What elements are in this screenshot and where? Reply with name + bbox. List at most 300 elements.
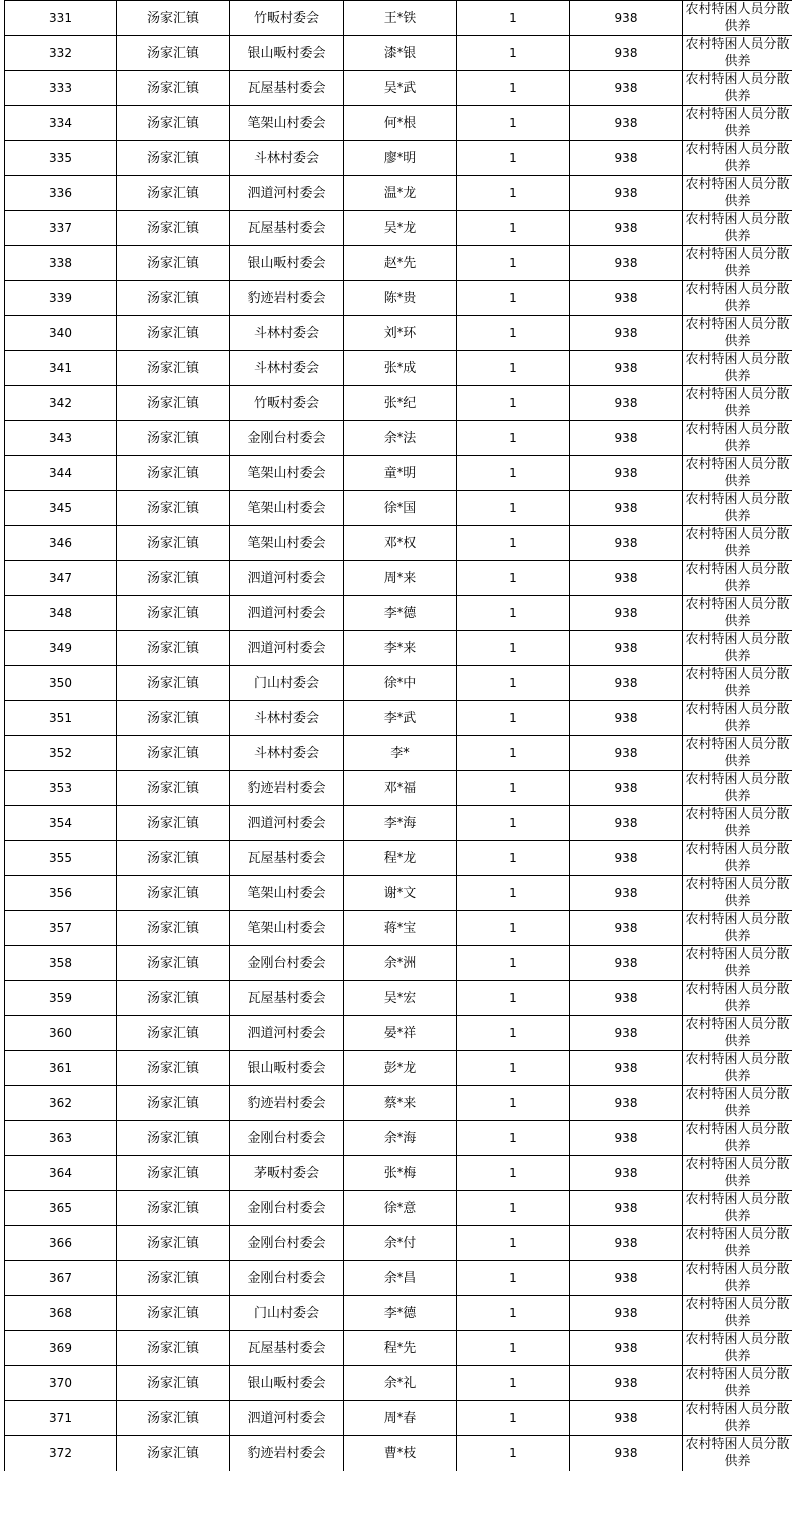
recipient-name-cell: 曹*枝: [344, 1436, 457, 1471]
village-committee-cell: 笔架山村委会: [230, 911, 344, 946]
household-count-cell: 1: [457, 281, 570, 316]
town-cell: 汤家汇镇: [117, 176, 230, 211]
serial-number-cell: 346: [5, 526, 117, 561]
recipient-name-cell: 程*龙: [344, 841, 457, 876]
village-committee-cell: 金刚台村委会: [230, 421, 344, 456]
recipient-name-cell: 李*来: [344, 631, 457, 666]
table-row: [5, 1156, 792, 1191]
recipient-name-cell: 彭*龙: [344, 1051, 457, 1086]
town-cell: 汤家汇镇: [117, 981, 230, 1016]
serial-number-cell: 371: [5, 1401, 117, 1436]
table-row: [5, 1261, 792, 1296]
amount-cell: 938: [570, 666, 683, 701]
household-count-cell: 1: [457, 456, 570, 491]
amount-cell: 938: [570, 946, 683, 981]
support-type-cell: 农村特困人员分散供养: [683, 211, 792, 246]
amount-cell: 938: [570, 351, 683, 386]
village-committee-cell: 金刚台村委会: [230, 1261, 344, 1296]
town-cell: 汤家汇镇: [117, 316, 230, 351]
support-type-cell: 农村特困人员分散供养: [683, 946, 792, 981]
table-row: [5, 456, 792, 491]
table-row: [5, 666, 792, 701]
amount-cell: 938: [570, 1261, 683, 1296]
table-row: [5, 1436, 792, 1471]
village-committee-cell: 斗林村委会: [230, 316, 344, 351]
serial-number-cell: 355: [5, 841, 117, 876]
recipient-name-cell: 温*龙: [344, 176, 457, 211]
recipient-name-cell: 童*明: [344, 456, 457, 491]
household-count-cell: 1: [457, 981, 570, 1016]
amount-cell: 938: [570, 1366, 683, 1401]
recipient-name-cell: 漆*银: [344, 36, 457, 71]
town-cell: 汤家汇镇: [117, 1121, 230, 1156]
table-row: [5, 1121, 792, 1156]
table-row: [5, 1226, 792, 1261]
serial-number-cell: 350: [5, 666, 117, 701]
household-count-cell: 1: [457, 421, 570, 456]
serial-number-cell: 343: [5, 421, 117, 456]
town-cell: 汤家汇镇: [117, 1401, 230, 1436]
recipient-name-cell: 吴*宏: [344, 981, 457, 1016]
household-count-cell: 1: [457, 1016, 570, 1051]
recipient-name-cell: 余*付: [344, 1226, 457, 1261]
household-count-cell: 1: [457, 1331, 570, 1366]
support-type-cell: 农村特困人员分散供养: [683, 1121, 792, 1156]
village-committee-cell: 竹畈村委会: [230, 1, 344, 36]
table-row: [5, 1296, 792, 1331]
household-count-cell: 1: [457, 176, 570, 211]
amount-cell: 938: [570, 386, 683, 421]
town-cell: 汤家汇镇: [117, 876, 230, 911]
household-count-cell: 1: [457, 351, 570, 386]
table-body: [5, 1, 792, 1471]
town-cell: 汤家汇镇: [117, 351, 230, 386]
village-committee-cell: 瓦屋基村委会: [230, 841, 344, 876]
household-count-cell: 1: [457, 386, 570, 421]
serial-number-cell: 345: [5, 491, 117, 526]
recipient-name-cell: 邓*权: [344, 526, 457, 561]
household-count-cell: 1: [457, 701, 570, 736]
town-cell: 汤家汇镇: [117, 946, 230, 981]
table-row: [5, 1366, 792, 1401]
household-count-cell: 1: [457, 106, 570, 141]
household-count-cell: 1: [457, 1296, 570, 1331]
village-committee-cell: 泗道河村委会: [230, 176, 344, 211]
serial-number-cell: 333: [5, 71, 117, 106]
household-count-cell: 1: [457, 1226, 570, 1261]
village-committee-cell: 泗道河村委会: [230, 1401, 344, 1436]
table-row: [5, 561, 792, 596]
recipient-name-cell: 余*礼: [344, 1366, 457, 1401]
table-row: [5, 911, 792, 946]
table-row: [5, 1331, 792, 1366]
amount-cell: 938: [570, 141, 683, 176]
support-type-cell: 农村特困人员分散供养: [683, 666, 792, 701]
serial-number-cell: 347: [5, 561, 117, 596]
serial-number-cell: 332: [5, 36, 117, 71]
town-cell: 汤家汇镇: [117, 806, 230, 841]
village-committee-cell: 豹迹岩村委会: [230, 1086, 344, 1121]
amount-cell: 938: [570, 841, 683, 876]
recipient-name-cell: 余*洲: [344, 946, 457, 981]
table-row: [5, 1401, 792, 1436]
serial-number-cell: 369: [5, 1331, 117, 1366]
village-committee-cell: 斗林村委会: [230, 141, 344, 176]
town-cell: 汤家汇镇: [117, 141, 230, 176]
support-type-cell: 农村特困人员分散供养: [683, 1331, 792, 1366]
serial-number-cell: 331: [5, 1, 117, 36]
town-cell: 汤家汇镇: [117, 561, 230, 596]
support-type-cell: 农村特困人员分散供养: [683, 841, 792, 876]
household-count-cell: 1: [457, 1401, 570, 1436]
amount-cell: 938: [570, 1191, 683, 1226]
serial-number-cell: 344: [5, 456, 117, 491]
recipient-name-cell: 赵*先: [344, 246, 457, 281]
support-type-cell: 农村特困人员分散供养: [683, 316, 792, 351]
town-cell: 汤家汇镇: [117, 666, 230, 701]
household-count-cell: 1: [457, 211, 570, 246]
table-row: [5, 106, 792, 141]
recipient-name-cell: 徐*意: [344, 1191, 457, 1226]
village-committee-cell: 泗道河村委会: [230, 631, 344, 666]
recipient-name-cell: 余*法: [344, 421, 457, 456]
serial-number-cell: 352: [5, 736, 117, 771]
serial-number-cell: 340: [5, 316, 117, 351]
serial-number-cell: 349: [5, 631, 117, 666]
household-count-cell: 1: [457, 946, 570, 981]
amount-cell: 938: [570, 1016, 683, 1051]
support-type-cell: 农村特困人员分散供养: [683, 1366, 792, 1401]
table-row: [5, 141, 792, 176]
table-row: [5, 596, 792, 631]
serial-number-cell: 334: [5, 106, 117, 141]
support-type-cell: 农村特困人员分散供养: [683, 631, 792, 666]
village-committee-cell: 竹畈村委会: [230, 386, 344, 421]
village-committee-cell: 豹迹岩村委会: [230, 771, 344, 806]
household-count-cell: 1: [457, 911, 570, 946]
support-type-cell: 农村特困人员分散供养: [683, 491, 792, 526]
town-cell: 汤家汇镇: [117, 911, 230, 946]
serial-number-cell: 339: [5, 281, 117, 316]
amount-cell: 938: [570, 1156, 683, 1191]
amount-cell: 938: [570, 1331, 683, 1366]
town-cell: 汤家汇镇: [117, 386, 230, 421]
table-row: [5, 351, 792, 386]
recipient-name-cell: 周*来: [344, 561, 457, 596]
table-row: [5, 946, 792, 981]
support-type-cell: 农村特困人员分散供养: [683, 36, 792, 71]
town-cell: 汤家汇镇: [117, 281, 230, 316]
household-count-cell: 1: [457, 631, 570, 666]
village-committee-cell: 银山畈村委会: [230, 1051, 344, 1086]
amount-cell: 938: [570, 561, 683, 596]
amount-cell: 938: [570, 1051, 683, 1086]
serial-number-cell: 358: [5, 946, 117, 981]
town-cell: 汤家汇镇: [117, 1, 230, 36]
recipient-name-cell: 王*铁: [344, 1, 457, 36]
amount-cell: 938: [570, 281, 683, 316]
serial-number-cell: 351: [5, 701, 117, 736]
support-type-cell: 农村特困人员分散供养: [683, 1086, 792, 1121]
village-committee-cell: 金刚台村委会: [230, 946, 344, 981]
amount-cell: 938: [570, 491, 683, 526]
support-type-cell: 农村特困人员分散供养: [683, 1191, 792, 1226]
serial-number-cell: 372: [5, 1436, 117, 1471]
serial-number-cell: 361: [5, 1051, 117, 1086]
village-committee-cell: 豹迹岩村委会: [230, 1436, 344, 1471]
support-type-cell: 农村特困人员分散供养: [683, 561, 792, 596]
amount-cell: 938: [570, 1121, 683, 1156]
village-committee-cell: 笔架山村委会: [230, 526, 344, 561]
support-type-cell: 农村特困人员分散供养: [683, 1226, 792, 1261]
village-committee-cell: 银山畈村委会: [230, 36, 344, 71]
support-type-cell: 农村特困人员分散供养: [683, 1261, 792, 1296]
amount-cell: 938: [570, 1401, 683, 1436]
support-type-cell: 农村特困人员分散供养: [683, 1016, 792, 1051]
town-cell: 汤家汇镇: [117, 106, 230, 141]
serial-number-cell: 363: [5, 1121, 117, 1156]
recipient-name-cell: 张*梅: [344, 1156, 457, 1191]
table-row: [5, 841, 792, 876]
recipient-name-cell: 何*根: [344, 106, 457, 141]
village-committee-cell: 瓦屋基村委会: [230, 211, 344, 246]
amount-cell: 938: [570, 911, 683, 946]
amount-cell: 938: [570, 246, 683, 281]
amount-cell: 938: [570, 1086, 683, 1121]
household-count-cell: 1: [457, 666, 570, 701]
table-row: [5, 421, 792, 456]
table-row: [5, 71, 792, 106]
amount-cell: 938: [570, 106, 683, 141]
village-committee-cell: 泗道河村委会: [230, 1016, 344, 1051]
table-row: [5, 701, 792, 736]
table-row: [5, 806, 792, 841]
village-committee-cell: 泗道河村委会: [230, 806, 344, 841]
recipient-name-cell: 张*成: [344, 351, 457, 386]
household-count-cell: 1: [457, 736, 570, 771]
table-row: [5, 176, 792, 211]
support-type-cell: 农村特困人员分散供养: [683, 421, 792, 456]
town-cell: 汤家汇镇: [117, 1261, 230, 1296]
recipient-name-cell: 李*海: [344, 806, 457, 841]
household-count-cell: 1: [457, 36, 570, 71]
household-count-cell: 1: [457, 1261, 570, 1296]
table-row: [5, 246, 792, 281]
table-row: [5, 36, 792, 71]
town-cell: 汤家汇镇: [117, 1331, 230, 1366]
table-row: [5, 316, 792, 351]
support-type-cell: 农村特困人员分散供养: [683, 281, 792, 316]
serial-number-cell: 368: [5, 1296, 117, 1331]
town-cell: 汤家汇镇: [117, 246, 230, 281]
support-type-cell: 农村特困人员分散供养: [683, 141, 792, 176]
household-count-cell: 1: [457, 246, 570, 281]
town-cell: 汤家汇镇: [117, 1156, 230, 1191]
table-row: [5, 1191, 792, 1226]
town-cell: 汤家汇镇: [117, 421, 230, 456]
support-type-cell: 农村特困人员分散供养: [683, 1296, 792, 1331]
village-committee-cell: 金刚台村委会: [230, 1191, 344, 1226]
support-type-cell: 农村特困人员分散供养: [683, 106, 792, 141]
table-row: [5, 1051, 792, 1086]
serial-number-cell: 362: [5, 1086, 117, 1121]
household-count-cell: 1: [457, 876, 570, 911]
amount-cell: 938: [570, 1, 683, 36]
table-row: [5, 981, 792, 1016]
support-type-cell: 农村特困人员分散供养: [683, 386, 792, 421]
support-type-cell: 农村特困人员分散供养: [683, 246, 792, 281]
support-type-cell: 农村特困人员分散供养: [683, 1, 792, 36]
serial-number-cell: 338: [5, 246, 117, 281]
recipient-name-cell: 蒋*宝: [344, 911, 457, 946]
village-committee-cell: 笔架山村委会: [230, 876, 344, 911]
table-row: [5, 1016, 792, 1051]
household-count-cell: 1: [457, 1156, 570, 1191]
recipient-name-cell: 李*: [344, 736, 457, 771]
serial-number-cell: 367: [5, 1261, 117, 1296]
town-cell: 汤家汇镇: [117, 456, 230, 491]
recipient-name-cell: 程*先: [344, 1331, 457, 1366]
village-committee-cell: 金刚台村委会: [230, 1121, 344, 1156]
amount-cell: 938: [570, 1226, 683, 1261]
amount-cell: 938: [570, 771, 683, 806]
recipient-name-cell: 陈*贵: [344, 281, 457, 316]
town-cell: 汤家汇镇: [117, 771, 230, 806]
table-row: [5, 491, 792, 526]
recipient-name-cell: 谢*文: [344, 876, 457, 911]
serial-number-cell: 353: [5, 771, 117, 806]
recipient-name-cell: 李*德: [344, 596, 457, 631]
household-count-cell: 1: [457, 841, 570, 876]
household-count-cell: 1: [457, 596, 570, 631]
table-row: [5, 281, 792, 316]
village-committee-cell: 瓦屋基村委会: [230, 1331, 344, 1366]
village-committee-cell: 豹迹岩村委会: [230, 281, 344, 316]
serial-number-cell: 341: [5, 351, 117, 386]
household-count-cell: 1: [457, 1191, 570, 1226]
serial-number-cell: 335: [5, 141, 117, 176]
town-cell: 汤家汇镇: [117, 491, 230, 526]
serial-number-cell: 354: [5, 806, 117, 841]
household-count-cell: 1: [457, 1436, 570, 1471]
recipient-name-cell: 邓*福: [344, 771, 457, 806]
support-type-cell: 农村特困人员分散供养: [683, 736, 792, 771]
household-count-cell: 1: [457, 1366, 570, 1401]
town-cell: 汤家汇镇: [117, 71, 230, 106]
serial-number-cell: 357: [5, 911, 117, 946]
household-count-cell: 1: [457, 491, 570, 526]
household-count-cell: 1: [457, 1121, 570, 1156]
village-committee-cell: 泗道河村委会: [230, 596, 344, 631]
recipient-name-cell: 李*德: [344, 1296, 457, 1331]
recipient-name-cell: 吴*武: [344, 71, 457, 106]
support-type-cell: 农村特困人员分散供养: [683, 456, 792, 491]
table-row: [5, 1086, 792, 1121]
amount-cell: 938: [570, 71, 683, 106]
village-committee-cell: 茅畈村委会: [230, 1156, 344, 1191]
amount-cell: 938: [570, 736, 683, 771]
town-cell: 汤家汇镇: [117, 701, 230, 736]
recipient-name-cell: 徐*国: [344, 491, 457, 526]
serial-number-cell: 342: [5, 386, 117, 421]
town-cell: 汤家汇镇: [117, 596, 230, 631]
support-type-cell: 农村特困人员分散供养: [683, 701, 792, 736]
serial-number-cell: 337: [5, 211, 117, 246]
support-type-cell: 农村特困人员分散供养: [683, 1401, 792, 1436]
recipient-name-cell: 蔡*来: [344, 1086, 457, 1121]
amount-cell: 938: [570, 1436, 683, 1471]
amount-cell: 938: [570, 176, 683, 211]
village-committee-cell: 门山村委会: [230, 666, 344, 701]
recipient-name-cell: 余*海: [344, 1121, 457, 1156]
table-row: [5, 771, 792, 806]
support-type-cell: 农村特困人员分散供养: [683, 911, 792, 946]
recipient-name-cell: 李*武: [344, 701, 457, 736]
town-cell: 汤家汇镇: [117, 526, 230, 561]
amount-cell: 938: [570, 596, 683, 631]
town-cell: 汤家汇镇: [117, 1296, 230, 1331]
table-row: [5, 386, 792, 421]
serial-number-cell: 365: [5, 1191, 117, 1226]
household-count-cell: 1: [457, 1, 570, 36]
household-count-cell: 1: [457, 561, 570, 596]
household-count-cell: 1: [457, 1051, 570, 1086]
table-row: [5, 211, 792, 246]
recipient-name-cell: 张*纪: [344, 386, 457, 421]
town-cell: 汤家汇镇: [117, 36, 230, 71]
household-count-cell: 1: [457, 806, 570, 841]
village-committee-cell: 银山畈村委会: [230, 1366, 344, 1401]
amount-cell: 938: [570, 36, 683, 71]
serial-number-cell: 360: [5, 1016, 117, 1051]
town-cell: 汤家汇镇: [117, 841, 230, 876]
town-cell: 汤家汇镇: [117, 736, 230, 771]
village-committee-cell: 笔架山村委会: [230, 491, 344, 526]
amount-cell: 938: [570, 456, 683, 491]
table-row: [5, 1, 792, 36]
town-cell: 汤家汇镇: [117, 1086, 230, 1121]
serial-number-cell: 364: [5, 1156, 117, 1191]
town-cell: 汤家汇镇: [117, 1051, 230, 1086]
support-type-cell: 农村特困人员分散供养: [683, 771, 792, 806]
support-type-cell: 农村特困人员分散供养: [683, 1156, 792, 1191]
amount-cell: 938: [570, 1296, 683, 1331]
table-row: [5, 736, 792, 771]
town-cell: 汤家汇镇: [117, 1226, 230, 1261]
amount-cell: 938: [570, 211, 683, 246]
village-committee-cell: 瓦屋基村委会: [230, 71, 344, 106]
recipient-name-cell: 晏*祥: [344, 1016, 457, 1051]
serial-number-cell: 359: [5, 981, 117, 1016]
household-count-cell: 1: [457, 1086, 570, 1121]
village-committee-cell: 斗林村委会: [230, 701, 344, 736]
village-committee-cell: 金刚台村委会: [230, 1226, 344, 1261]
village-committee-cell: 笔架山村委会: [230, 106, 344, 141]
household-count-cell: 1: [457, 771, 570, 806]
serial-number-cell: 366: [5, 1226, 117, 1261]
amount-cell: 938: [570, 806, 683, 841]
relief-recipients-table: [4, 0, 792, 1471]
amount-cell: 938: [570, 981, 683, 1016]
recipient-name-cell: 刘*环: [344, 316, 457, 351]
amount-cell: 938: [570, 701, 683, 736]
support-type-cell: 农村特困人员分散供养: [683, 596, 792, 631]
recipient-name-cell: 徐*中: [344, 666, 457, 701]
support-type-cell: 农村特困人员分散供养: [683, 71, 792, 106]
support-type-cell: 农村特困人员分散供养: [683, 351, 792, 386]
table-row: [5, 631, 792, 666]
amount-cell: 938: [570, 876, 683, 911]
